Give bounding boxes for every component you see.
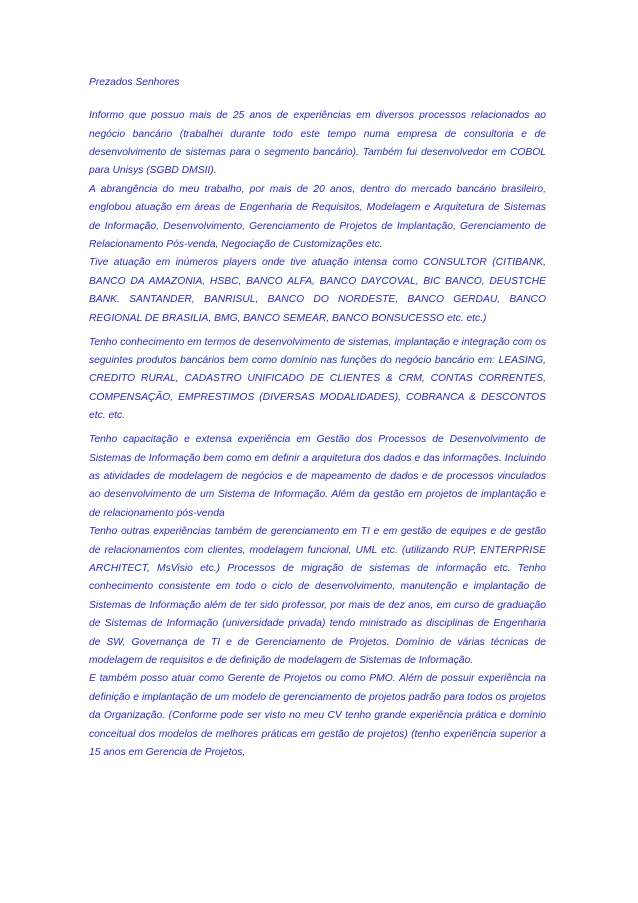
paragraph-other-experience: Tenho outras experiências também de gerenciamento em TI e em gestão de equipes e de gestão de relacionamentos com clientes, modelagem funcional, UML etc. (utilizando RUP, ENTERPRISE ARCHITECT, MsVisio etc.) Processos de migração de sistemas de informação etc. Tenho conhecimento consistente em todo o ciclo de desenvolvimento, manutenção e implantação de Sistemas de Informação além de ter sido professor, por mais de dez anos, em curso de graduação de Sistemas de Informação (universidade privada) tendo ministrado as disciplinas de Engenharia de SW, Governança de TI e de Gerenciamento de Projetos. Domínio de várias técnicas de modelagem de requisitos e de definição de modelagem de Sistemas de Informação. — [89, 526, 546, 666]
paragraph-clients: Tive atuação em inúmeros players onde tive atuação intensa como CONSULTOR (CITIBANK, BANCO DA AMAZONIA, HSBC, BANCO ALFA, BANCO DAYCOVAL, BIC BANCO, DEUSTCHE BANK. SANTANDER, BANRISUL, BANCO DO NORDESTE, BANCO GERDAU, BANCO REGIONAL DE BRASILIA, BMG, BANCO SEMEAR, BANCO BONSUCESSO etc. etc.) — [89, 257, 546, 324]
paragraph-banking-products: Tenho conhecimento em termos de desenvolvimento de sistemas, implantação e integração com os seguintes produtos bancários bem como domínio nas funções do negócio bancário em: LEASING, CREDITO RURAL, CADASTRO UNIFICADO DE CLIENTES & CRM, CONTAS CORRENTES, COMPENSAÇÃO, EMPRESTIMOS (DIVERSAS MODALIDADES), COBRANCA & DESCONTOS etc. etc. — [89, 336, 546, 422]
paragraph-work-scope: A abrangência do meu trabalho, por mais de 20 anos, dentro do mercado bancário brasileiro, englobou atuação em áreas de Engenharia de Requisitos, Modelagem e Arquitetura de Sistemas de Informação, Desenvolvimento, Gerenciamento de Projetos de Implantação, Gerenciamento de Relacionamento Pós-venda, Negociação de Customizações etc. — [89, 183, 546, 251]
paragraph-process-management: Tenho capacitação e extensa experiência em Gestão dos Processos de Desenvolvimento de Sistemas de Informação bem como em definir a arquitetura dos dados e das informações. Incluindo as atividades de modelagem de negócios e de mapeamento de dados e de processos vinculados ao desenvolvimento de um Sistema de Informação. Além da gestão em projetos de implantação e de relacionamento pós-venda — [89, 434, 546, 519]
letter-body — [89, 74, 546, 762]
letter-greeting: Prezados Senhores — [89, 77, 180, 88]
paragraph-project-management: E também posso atuar como Gerente de Projetos ou como PMO. Além de possuir experiência na definição e implantação de um modelo de gerenciamento de projetos padrão para todos os projetos da Organização. (Conforme pode ser visto no meu CV tenho grande experiência prática e domínio conceitual dos modelos de melhores práticas em gestão de projetos) (tenho experiência superior a 15 anos em Gerencia de Projetos, — [89, 673, 546, 759]
paragraph-experience-summary: Informo que possuo mais de 25 anos de experiências em diversos processos relacionados ao negócio bancário (trabalhei durante todo este tempo numa empresa de consultoria e de desenvolvimento de sistemas para o segmento bancário). Também fui desenvolvedor em COBOL para Unisys (SGBD DMSII). — [89, 110, 546, 177]
